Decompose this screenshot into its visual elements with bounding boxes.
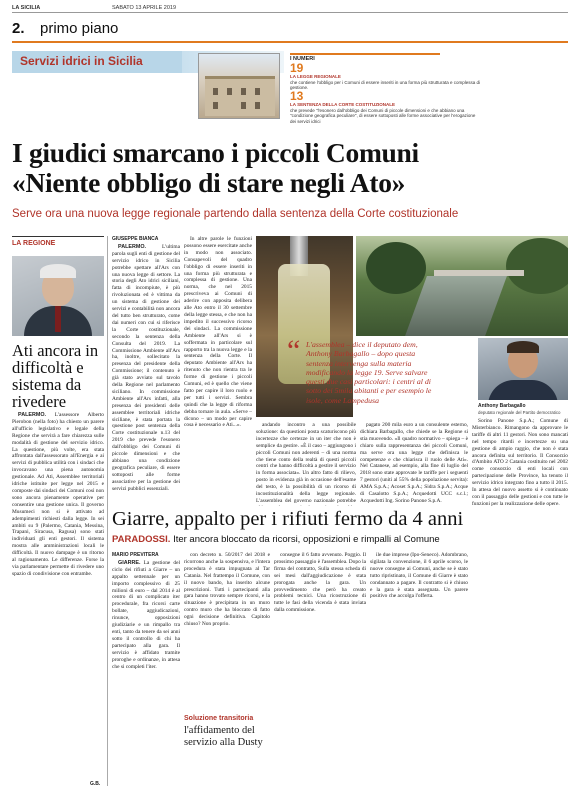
second-sub-text: Iter ancora bloccato da ricorsi, opposizioni e rimpalli al Comune bbox=[173, 534, 440, 545]
article-text: In altre parole le funzioni possono essere esercitate anche in modo non associato. Consapevoli del quadro l'obbligo di essere inseriti in una forma più strutturata e complessa di gestione. Una norma, che nel 2015 prescriveva ai Comuni di aderire con apposita delibera alle Ato entro il 30 settembre della legge stessa, e che non ha impedito il successivo ricorso dei sindaci. La commissione Ambiente all'Ars si è soffermata in particolare sul rapporto tra la nuova legge e la sentenza della Corte. Il deputato Ambiente all'Ars ha ritenuto che non rientra tra le forme di gestione i piccoli Comuni, ed è quello che viene fatto per capire il loro ruolo e per tutti i servizi. Sembra quindi che la legge di riforma debba tornare in aula. «Serve – dicono – un modo per capire cosa è necessario e Ati...». bbox=[184, 236, 252, 429]
palazzo-photo bbox=[198, 53, 280, 119]
sidebar-lead: PALERMO. bbox=[18, 412, 47, 418]
subheadline: Serve ora una nuova legge regionale partendo dalla sentenza della Corte costituzionale bbox=[12, 208, 459, 220]
window-shape bbox=[255, 88, 260, 95]
bridge-shape bbox=[434, 270, 524, 276]
section-divider bbox=[12, 41, 568, 43]
article-column bbox=[256, 422, 356, 506]
tree-shape bbox=[366, 242, 426, 294]
main-headline bbox=[12, 138, 568, 198]
second-column bbox=[274, 552, 366, 784]
number-text: che prevede "l'esonero dall'obbligo dei Comuni di piccole dimensioni e che abbiano una "condizione geografica peculiare", di essere sottoposti alle forme associative per l'erogazione dei servizi idrici bbox=[290, 108, 476, 124]
sidebar-signature: G.B. bbox=[90, 781, 101, 787]
sidebar-body bbox=[12, 412, 104, 778]
section-name: primo piano bbox=[40, 20, 119, 37]
tie-shape bbox=[55, 306, 61, 332]
headline-line-2: «Niente obbligo di stare negli Ato» bbox=[12, 167, 406, 198]
number-text: che contiene l'obbligo per i Comuni di essere inseriti in una forma più strutturata e complessa di gestione. bbox=[290, 80, 480, 91]
number-title: LA LEGGE REGIONALE bbox=[290, 74, 341, 79]
second-headline: Giarre, appalto per i rifiuti fermo da 4 anni bbox=[112, 508, 464, 530]
second-column bbox=[370, 552, 468, 784]
window-shape bbox=[241, 88, 246, 95]
sidebar-text: L'assessore Alberto Pierobon (nella foto) ha chiesto un parere all'ufficio legislativo e legale della Regione che servirà a fare chiarezza sulle modalità di gestione del servizio idrico. La questione, più volte, era stata affrontata dall'assessorato all'Energia e ai servizi di pubblica utilità con i sindaci che invocavano una piena autonomia gestionale. Ad Ati, Assemblee territoriali idriche istituite per legge nel 2015 e composte dai sindaci dei Comuni così non sono ancora pienamente operative per consentire una gestione unica. Il governo Musumeci non si è attivato ad adempimenti richiesti dalla legge. In sei ambiti su 9 (Palermo, Catania, Messina, Trapani, Siracusa, Ragusa) sono stati individuati gli enti gestori. Il sistema mostra alle amministrazioni locali le difficoltà. Il nuovo dampage è un ritorno al ragionamento. Le differenze. Forse la via parlamentare permette di rivedere uno spazio di condivisione con entrambe. bbox=[12, 412, 104, 577]
window-shape bbox=[213, 88, 218, 95]
sidebar-title: Ati ancora in difficoltà e sistema da rivedere bbox=[12, 341, 99, 411]
number-value: 19 bbox=[290, 61, 304, 75]
number-value: 13 bbox=[290, 89, 304, 103]
topic-banner: Servizi idrici in Sicilia bbox=[12, 51, 182, 73]
issue-date: SABATO 13 APRILE 2019 bbox=[112, 5, 177, 11]
second-byline: MARIO PREVITERA bbox=[112, 552, 159, 558]
second-column bbox=[112, 552, 180, 784]
section-number: 2. bbox=[12, 20, 25, 37]
masthead bbox=[12, 4, 568, 13]
caption-name: Anthony Barbagallo bbox=[478, 403, 526, 409]
paper-name: LA SICILIA bbox=[12, 5, 41, 11]
article-byline: GIUSEPPE BIANCA bbox=[112, 236, 159, 242]
sidebar-label: LA REGIONE bbox=[12, 236, 104, 252]
pierobon-photo bbox=[12, 256, 104, 336]
article-text: pagato 200 mila euro a un consulente esterno, dichiara Barbagallo, che chiede se la Regione si stia muovendo. «Il quadro normativo – spiega – è chiaro sulla rappresentanza dei piccoli Comuni, ma serve ora una legge che definisca le competenze e che chiarisca il ruolo delle Ati». Nel Catanese, ad esempio, alla fine di luglio del 2018 sono state approvate le tariffe per i seguenti 7 gestori (uniti al 55% della popolazione servita): AMA S.p.A.; Acoset S.p.A.; Sidra S.p.A.; Acque di Casalotto S.p.A.; Acquedotti UCC s.c.l.; Acquedotti Ing. Sorino Panone S.p.A. bbox=[360, 422, 468, 504]
barbagallo-photo bbox=[478, 338, 568, 400]
article-column bbox=[360, 422, 468, 506]
canal-photo bbox=[356, 236, 568, 336]
number-title: LA SENTENZA DELLA CORTE COSTITUZIONALE bbox=[290, 102, 395, 107]
quote-mark-icon: “ bbox=[287, 334, 301, 367]
numbers-label: I NUMERI bbox=[290, 53, 440, 62]
article-text: andando incontro a una possibile soluzione: da questioni posta scaturiscono più incertezze che certezze in un iter che non è semplice da gestire. «È il caso – aggiungono i piccoli Comuni non aderenti – di una norma che tiene conto della realtà di questi piccoli centri che hanno difficoltà a gestire il servizio in forma associata». Un altro fatto di rilievo, posto in evidenza già in occasione dell'esame del testo, è la possibilità di un ricorso di incostituzionalità della legge regionale. L'assemblea del governo nazionale potrebbe bbox=[256, 422, 356, 504]
window-shape bbox=[227, 88, 232, 95]
building-shape bbox=[205, 76, 275, 116]
second-kicker: PARADOSSI. bbox=[112, 534, 171, 545]
article-column bbox=[184, 236, 252, 506]
window-shape bbox=[213, 102, 218, 109]
second-subheadline bbox=[112, 534, 568, 545]
second-lead: GIARRE. bbox=[118, 559, 141, 566]
second-text: La gestione del ciclo dei rifiuti a Giarre – un appalto settennale per un importo complessivo di 25 milioni di euro – dal 2014 è al centro di un complicato iter procedurale, fra ricorsi carte bollate, aggiudicazioni, rinunce, opposizioni giudiziarie e un rimpallo tra enti, tanto da tenere da sei anni sotto il controllo di chi ha partecipato alla gara. Il servizio è affidato tramite proroghe e ordinanze, in attesa che si completi l'iter. bbox=[112, 559, 180, 670]
second-column bbox=[184, 552, 270, 708]
caption-role: deputato regionale del Partito democratico bbox=[478, 410, 561, 415]
box-kicker: Soluzione transitoria bbox=[184, 715, 254, 722]
pull-quote: L'assemblea – dice il deputato dem, Anthony Barbagallo – dopo questa sentenza intervenga sulla materia modificando la legge 19. Serve salvare questi due casi particolari: i centri al di sotto dei 5mila abitanti e per esempio le isole, come Lampedusa bbox=[306, 340, 432, 405]
suit-shape bbox=[488, 380, 558, 400]
second-text: con decreto n. 50/2017 del 2018 e ricorrono anche la sospensiva, e l'intera procedura è stata impugnata al Tar Catania. Nel frattempo il Comune, con il nuovo bando, ha inserito alcune prescrizioni. Tutti i partecipanti alla gara hanno trovato sempre ricorsi, e la situazione è precipitata in un muro contro muro che ha bloccato di fatto ogni decisione definitiva. Capitolo chiuso? Non proprio. bbox=[184, 552, 270, 628]
article-text: L'ultima parola sugli enti di gestione del servizio idrico in Sicilia potrebbe spettare all'Ars con una nuova legge di settore. La storia degli Ato idrici siciliani, fatta di incompiute, è più rivoluzionata ed è vittima da un sistema di gestione dei servizi e contabilità non ancora del tutto ben strutturato, come dai numeri con cui si riferisce la Corte costituzionale, secondo la sentenza della Consulta del 2019. La Commissione Ambiente all'Ars ha, inoltre, sollecitato la presenza del presidente della Commissione; il contenuto è già stato avviato sul tavolo della Regione nel parlamento siciliano. In commissione Ambiente all'Ars infatti, alla presenza dei presidenti delle assemblee territoriali idriche siciliane, è stata portata la questione post sentenza della Corte costituzionale n.13 del 2019 che prevede l'esonero dall'obbligo dei Comuni di piccole dimensioni e che abbiano una condizione geografica peculiare, di essere sottoposti alle forme associative per la gestione dei servizi pubblici essenziali. bbox=[112, 243, 180, 492]
tree-shape bbox=[506, 238, 568, 294]
box-title: l'affidamento del servizio alla Dusty bbox=[184, 725, 263, 748]
transitional-box bbox=[184, 713, 270, 749]
window-shape bbox=[241, 102, 246, 109]
second-text: ile due imprese (Ipo-Seneco). Adombrano, sigilata la convenzione, il 6 aprile scorso, le nuove consegne ai Comuni, anche se è stato tutto ripristinato, il Comune di Giarre è stato condannato a pagare. Il contratto si è chiuso e la gara è stata assegnata. Un parere positivo che accolga l'offerta. bbox=[370, 552, 468, 600]
column-rule bbox=[107, 236, 108, 786]
headline-line-1: I giudici smarcano i piccoli Comuni bbox=[12, 137, 419, 168]
window-shape bbox=[255, 102, 260, 109]
hair-shape bbox=[40, 264, 76, 278]
article-column bbox=[112, 236, 180, 506]
hair-shape bbox=[507, 341, 539, 353]
article-text: Sorino Panone S.p.A.; Comune di Misterbianco. Rimangono da approvare le tariffe di altri 11 gestori. Non sono mancati nel tempo ritardi e incertezze su una gestione di ampio raggio, che non è stata ancora definita sul territorio. Il Consorzio d'Ambito ATO 2 Catania costituito nel 2002 come consorzio di enti locali con partecipazione delle Province, ha tenuto il servizio idrico integrato fino a tutto il 2015. In attesa del nuovo assetto si è continuato con il passaggio delle gestioni e con tutte le funzioni per la realizzazione delle opere. bbox=[472, 418, 568, 507]
article-lead: PALERMO. bbox=[118, 243, 147, 250]
article-column bbox=[472, 418, 568, 788]
second-text: consegne il 6 fatto avvenuto. Poggio. Il prossimo passaggio è l'assemblea. Dopo la firma del contratto, Sulla stessa scheda di sei mesi dall'aggiudicazione è stata prorogata anche la gara. Un provvedimento che però ha creato problemi tecnici. Una ricostruzione di tutte le fasi della vicenda è stata inviata dalla commissione. bbox=[274, 552, 366, 614]
canal-shape bbox=[405, 276, 507, 336]
